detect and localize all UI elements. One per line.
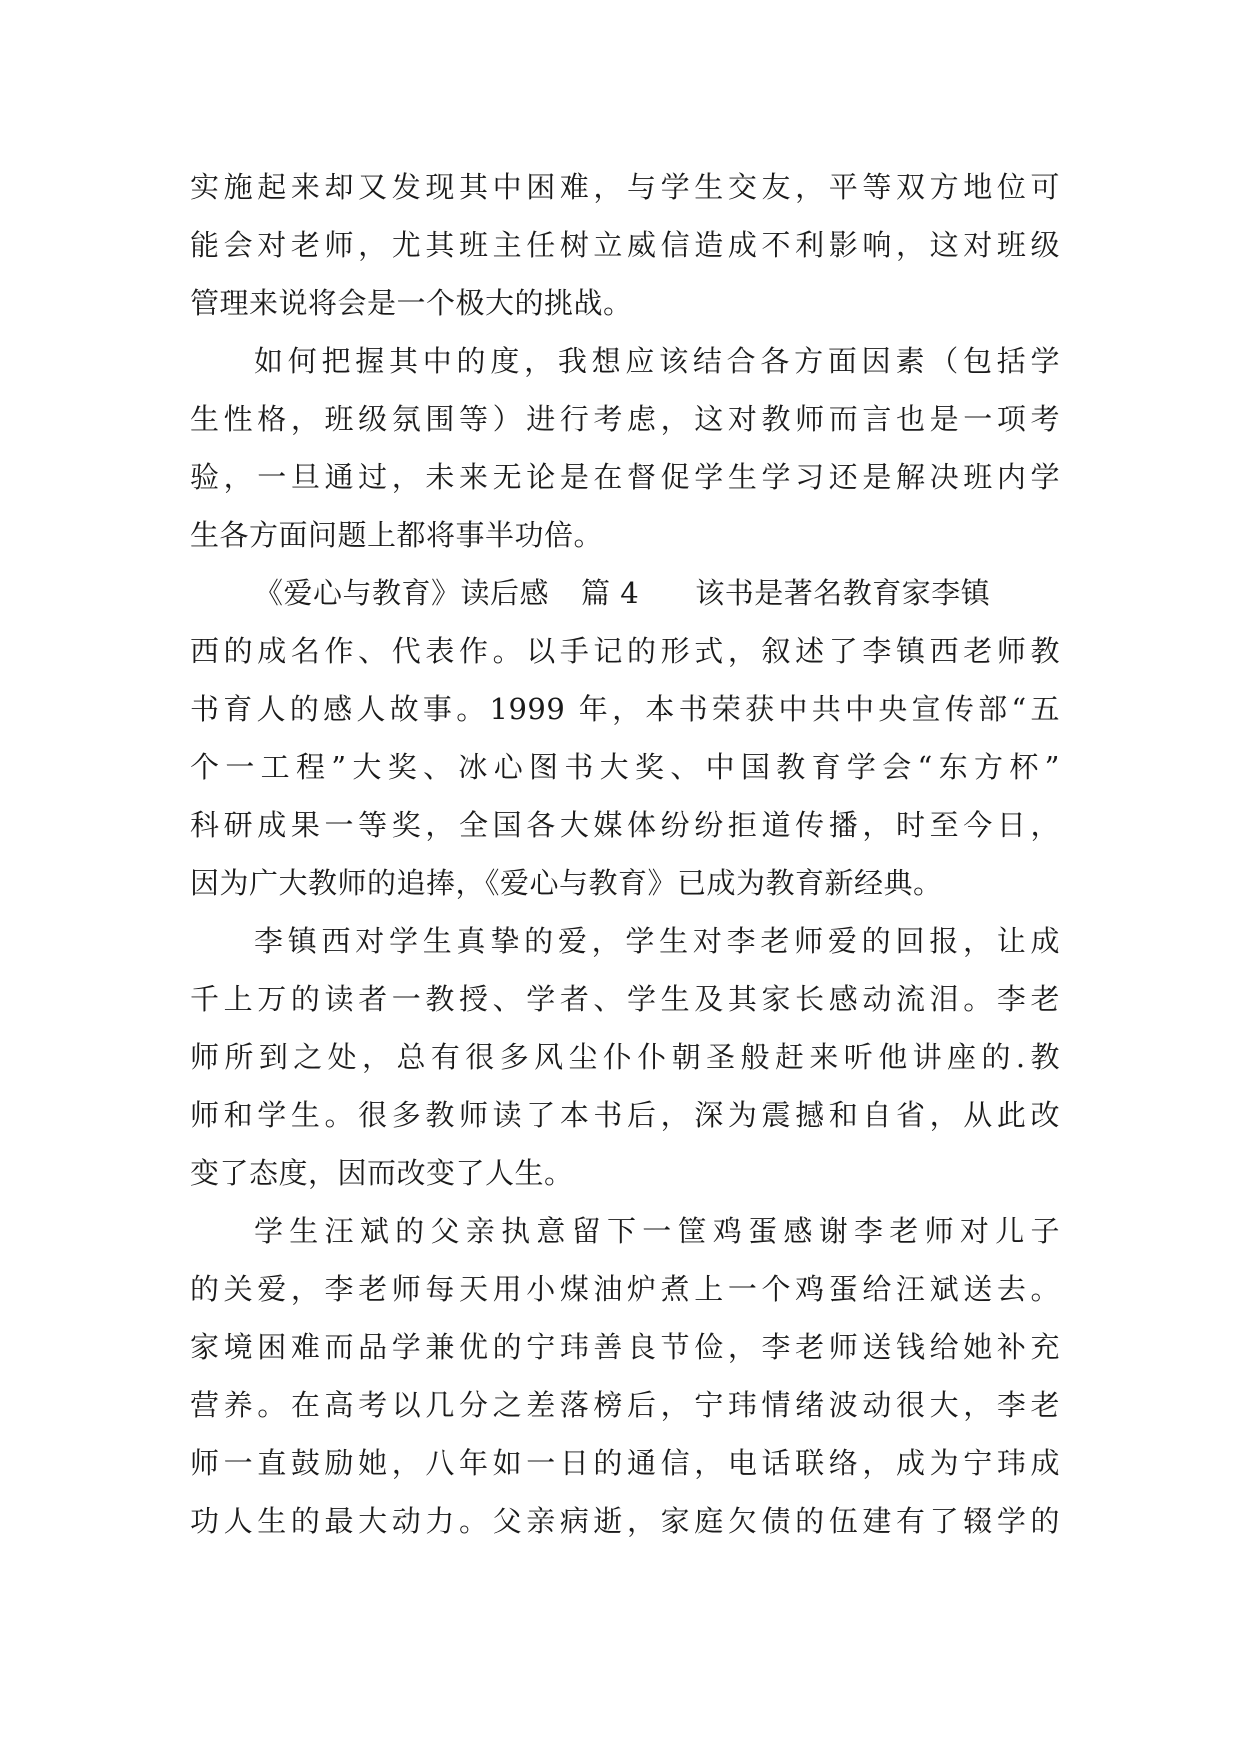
paragraph-3-line-2: 书育人的感人故事。1999 年，本书荣获中共中央宣传部“五 xyxy=(190,692,1060,726)
paragraph-4-line-5: 变了态度，因而改变了人生。 xyxy=(190,1156,574,1190)
paragraph-5-line-5: 师一直鼓励她，八年如一日的通信，电话联络，成为宁玮成 xyxy=(190,1446,1060,1480)
section-part-label: 篇 4 xyxy=(581,576,640,610)
paragraph-3-line-5: 因为广大教师的追捧，《爱心与教育》已成为教育新经典。 xyxy=(190,866,943,900)
paragraph-4-line-4: 师和学生。很多教师读了本书后，深为震撼和自省，从此改 xyxy=(190,1098,1060,1132)
paragraph-3-line-1: 西的成名作、代表作。以手记的形式，叙述了李镇西老师教 xyxy=(190,634,1060,668)
paragraph-4-line-2: 千上万的读者一教授、学者、学生及其家长感动流泪。李老 xyxy=(190,982,1060,1016)
paragraph-1-line-2: 能会对老师，尤其班主任树立威信造成不利影响，这对班级 xyxy=(190,228,1060,262)
paragraph-2-line-1: 如何把握其中的度，我想应该结合各方面因素（包括学 xyxy=(254,344,1060,378)
paragraph-5-line-1: 学生汪斌的父亲执意留下一筐鸡蛋感谢李老师对儿子 xyxy=(254,1214,1060,1248)
paragraph-5-line-4: 营养。在高考以几分之差落榜后，宁玮情绪波动很大，李老 xyxy=(190,1388,1060,1422)
section-title: 《爱心与教育》读后感 xyxy=(254,576,550,610)
paragraph-2-line-2: 生性格，班级氛围等）进行考虑，这对教师而言也是一项考 xyxy=(190,402,1060,436)
paragraph-1-line-3: 管理来说将会是一个极大的挑战。 xyxy=(190,286,633,320)
paragraph-4-line-1: 李镇西对学生真挚的爱，学生对李老师爱的回报，让成 xyxy=(254,924,1060,958)
paragraph-5-line-2: 的关爱，李老师每天用小煤油炉煮上一个鸡蛋给汪斌送去。 xyxy=(190,1272,1060,1306)
document-body xyxy=(190,158,1060,1550)
paragraph-2-line-3: 验，一旦通过，未来无论是在督促学生学习还是解决班内学 xyxy=(190,460,1060,494)
paragraph-5-line-6: 功人生的最大动力。父亲病逝，家庭欠债的伍建有了辍学的 xyxy=(190,1504,1060,1538)
paragraph-3-line-4: 科研成果一等奖，全国各大媒体纷纷拒道传播，时至今日， xyxy=(190,808,1060,842)
paragraph-5-line-3: 家境困难而品学兼优的宁玮善良节俭，李老师送钱给她补充 xyxy=(190,1330,1060,1364)
paragraph-2-line-4: 生各方面问题上都将事半功倍。 xyxy=(190,518,604,552)
paragraph-4-line-3: 师所到之处，总有很多风尘仆仆朝圣般赶来听他讲座的.教 xyxy=(190,1040,1060,1074)
paragraph-3-lead: 该书是著名教育家李镇 xyxy=(695,576,991,610)
section-heading-line xyxy=(190,564,1060,622)
paragraph-1-line-1: 实施起来却又发现其中困难，与学生交友，平等双方地位可 xyxy=(190,170,1060,204)
paragraph-3-line-3: 个一工程”大奖、冰心图书大奖、中国教育学会“东方杯” xyxy=(190,750,1060,784)
